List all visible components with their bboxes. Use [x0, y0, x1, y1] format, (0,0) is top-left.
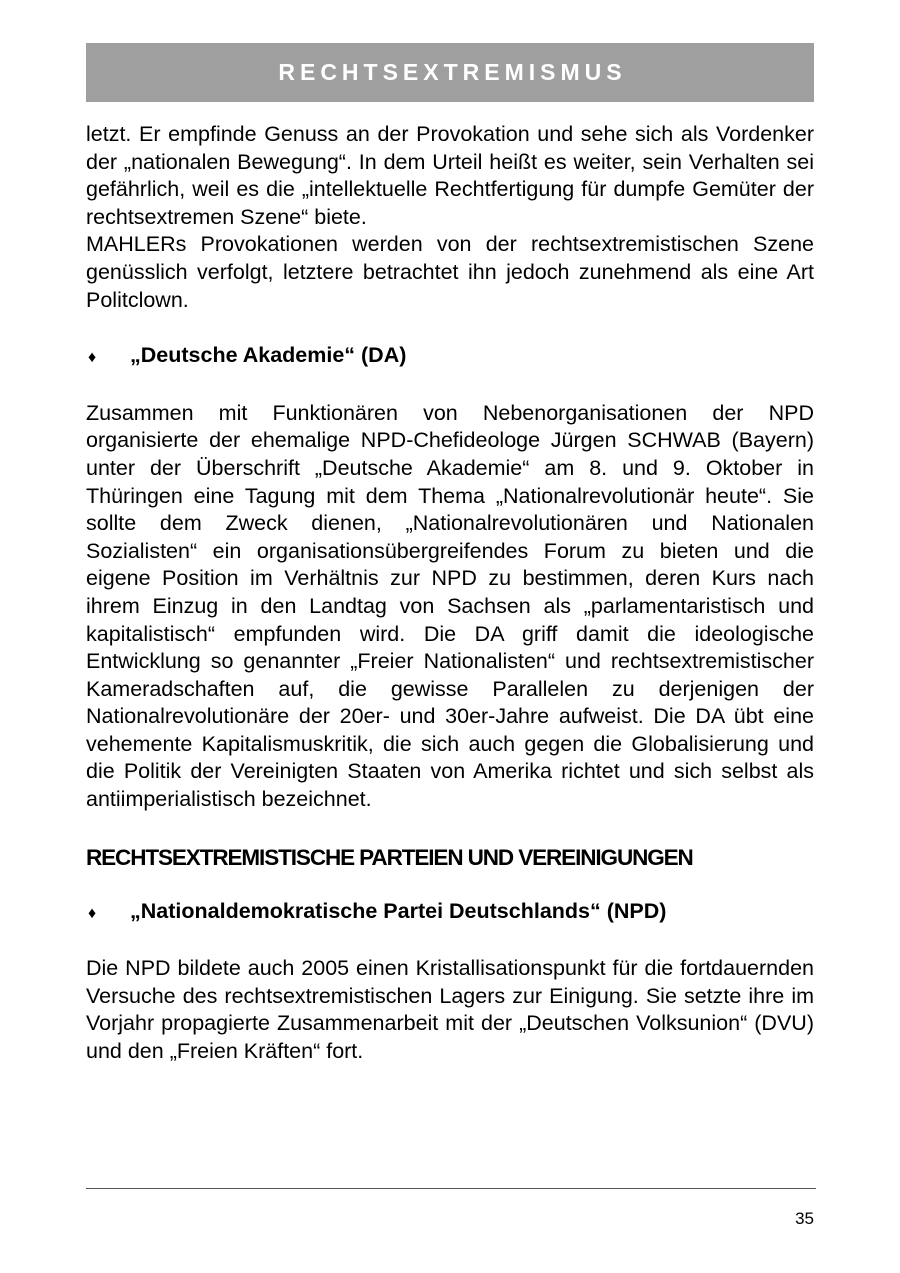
- section-heading-parteien: RECHTSEXTREMISTISCHE PARTEIEN UND VEREINIGUNGEN: [86, 844, 693, 870]
- paragraph-mahler-provocations: MAHLERs Provokationen werden von der rechtsextremistischen Szene genüsslich verfolgt, letztere betrachtet ihn jedoch zunehmend als eine Art Politclown.: [86, 232, 814, 312]
- paragraph-mahler-verdict: letzt. Er empfinde Genuss an der Provokation und sehe sich als Vordenker der „nationalen Bewegung“. In dem Urteil heißt es weiter, sein Verhalten sei gefährlich, weil es die „intellektuelle Rechtfertigung für dumpfe Gemüter der rechtsextremen Szene“ biete.: [86, 122, 814, 229]
- running-header-bar: [86, 43, 814, 102]
- subheading-deutsche-akademie-text: „Deutsche Akademie“ (DA): [130, 343, 407, 368]
- diamond-bullet-icon: ♦: [88, 349, 97, 367]
- subheading-npd-text: „Nationaldemokratische Partei Deutschlands“ (NPD): [130, 898, 667, 923]
- paragraph-deutsche-akademie: Zusammen mit Funktionären von Nebenorganisationen der NPD organisierte der ehemalige NPD-Chefideologe Jürgen SCHWAB (Bayern) unter der Überschrift „Deutsche Akademie“ am 8. und 9. Oktober in Thüringen eine Tagung mit dem Thema „Nationalrevolutionär heute“. Sie sollte dem Zweck dienen, „Nationalrevolutionären und Nationalen Sozialisten“ ein organisationsübergreifendes Forum zu bieten und die eigene Position im Verhältnis zur NPD zu bestimmen, deren Kurs nach ihrem Einzug in den Landtag von Sachsen als „parlamentaristisch und kapitalistisch“ empfunden wird. Die DA griff damit die ideologische Entwicklung so genannter „Freier Nationalisten“ und rechtsextremistischer Kameradschaften auf, die gewisse Parallelen zu derjenigen der Nationalrevolutionäre der 20er- und 30er-Jahre aufweist. Die DA übt eine vehemente Kapitalismuskritik, die sich auch gegen die Globalisierung und die Politik der Vereinigten Staaten von Amerika richtet und sich selbst als antiimperialistisch bezeichnet.: [86, 400, 814, 812]
- running-header-title: RECHTSEXTREMISMUS: [278, 59, 627, 85]
- paragraph-npd: Die NPD bildete auch 2005 einen Kristallisationspunkt für die fortdauernden Versuche des rechtsextremistischen Lagers zur Einigung. Sie setzte ihre im Vorjahr propagierte Zusammenarbeit mit der „Deutschen Volksunion“ (DVU) und den „Freien Kräften“ fort.: [86, 956, 814, 1064]
- page-body: [86, 121, 814, 1066]
- page-number: 35: [795, 1209, 814, 1228]
- subheading-npd: [86, 898, 814, 928]
- diamond-bullet-icon: ♦: [88, 904, 97, 922]
- subheading-deutsche-akademie: [86, 342, 814, 372]
- footer-divider: [86, 1188, 816, 1189]
